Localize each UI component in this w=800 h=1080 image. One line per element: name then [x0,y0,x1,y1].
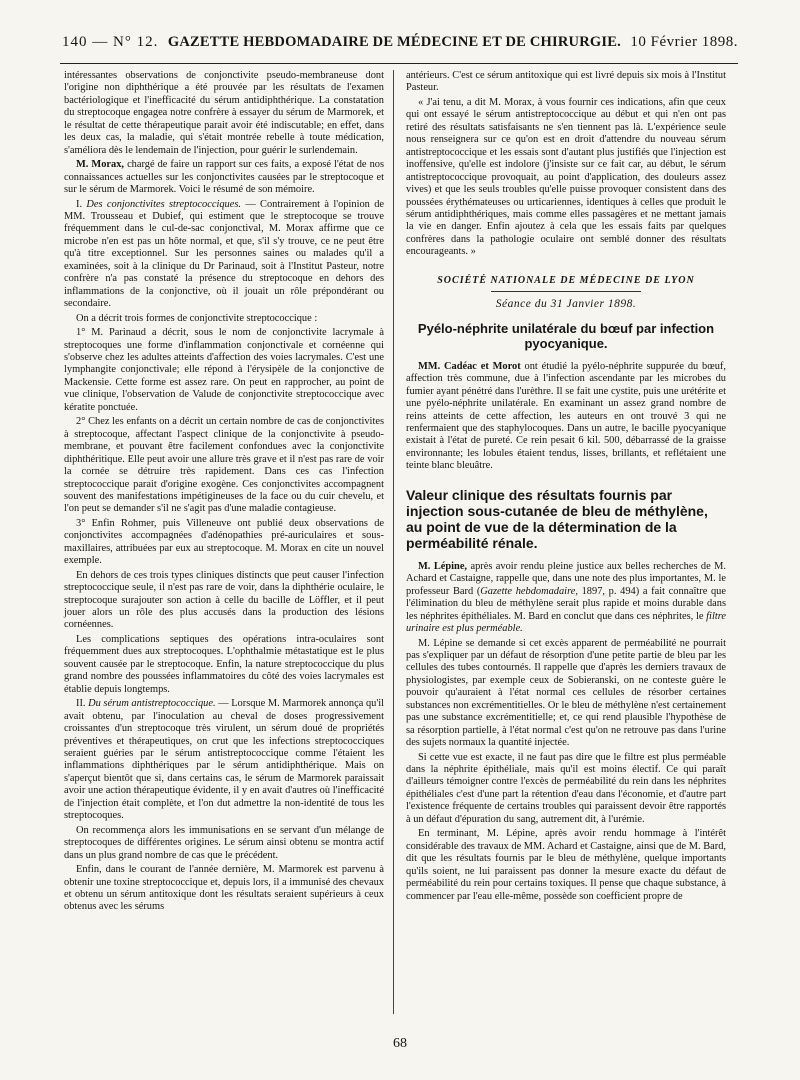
paragraph [64,199,384,311]
speaker-name: MM. Cadéac et Morot [418,360,521,372]
folio-number: 68 [393,1036,407,1051]
left-column [64,70,384,916]
emphasis: filtre urinaire est plus perméable. [406,610,726,635]
paragraph [64,698,384,823]
article-title: Valeur clinique des résultats fournis par injection sous-cutanée de bleu de méthylène, au point de vue de la détermination de la perméabilité rénale. [406,486,708,551]
paragraph: Enfin, dans le courant de l'année dernière, M. Marmorek est parvenu à obtenir une toxine streptococcique et, depuis lors, il a immunisé des chevaux et obtenu un sérum antitoxique dont les résultats seraient supérieurs à ceux obtenus avec les sérums [64,864,384,913]
column-divider [393,70,394,1014]
paragraph [64,159,384,196]
paragraph: 3° Enfin Rohmer, puis Villeneuve ont publié deux observations de conjonctivites accompagnées d'adénopathies pré-auriculaires et sous-maxillaires, attribuées par eux au streptocoque. M. Morax en cite un nouvel exemple. [64,517,384,567]
paragraph: Si cette vue est exacte, il ne faut pas dire que le filtre est plus perméable dans la néphrite épithéliale, mais qu'il est moins électif. Ce qui paraît d'ailleurs témoigner contre l'excès de perméabilité du rein dans les néphrites épithéliales c'est d'une part la rétention d'eau dans l'économie, et d'autre part l'existence fréquente de certains troubles qui paraissent devoir être rapportés à un défaut d'épuration du sang, autrement dit, à l'urémie. [406,751,726,825]
paragraph [406,561,726,636]
citation: Gazette hebdomadaire, [480,585,578,597]
paragraph-text: — Contrairement à l'opinion de MM. Trousseau et Dubief, qui estiment que le streptocoque se trouve fréquemment dans le cul-de-sac conjonctival, M. Morax affirme que ce microbe n'en est pas un hôte normal, et que, s'il s'y trouve, ce ne peut être qu'à titre exceptionnel. Sur les personnes saines ou malades qu'il a examinées, soit à la clinique du Dr Parinaud, soit à l'Institut Pasteur, notre confrère n'a pas constaté la présence du streptocoque en dehors des inflammations de la conjonctive, où il jouait un rôle prépondérant ou secondaire. [64,198,384,310]
paragraph [406,361,726,473]
paragraph-text: 1897, p. 494) a fait connaître que l'élimination du bleu de méthylène serait plus rapide et moins durable dans les néphrites épithéliales. M. Bard en conclut que dans ces néphrites, le [406,585,726,622]
speaker-name: M. Lépine, [418,560,468,572]
paragraph-text: — Lorsque M. Marmorek annonça qu'il avait obtenu, par l'inoculation au cheval de doses progressivement croissantes d'un streptocoque très virulent, un sérum doué de propriétés préventives et thérapeutiques, on crut que les infections streptococciques seraient guéries par le sérum antistreptococcique comme l'étaient les inflammations diphthériques par le sérum antidiphthérique. Mais on s'aperçut bientôt que si, dans certains cas, le sérum de Marmorek paraissait avoir une action thérapeutique évidente, il y en avait d'autres où l'inefficacité de l'injection était complète, et l'on dut admettre la non-identité de tous les streptocoques. [64,698,384,822]
article-title: Pyélo-néphrite unilatérale du bœuf par infection pyocyanique. [417,320,715,351]
header-rule [60,63,738,64]
session-date: Séance du 31 Janvier 1898. [495,298,637,311]
paragraph: En dehors de ces trois types cliniques distincts que peut causer l'infection streptococcique seule, il n'est pas rare de voir, dans la diphthérie oculaire, le streptocoque surajouter son action à celle du bacille de Löffler, et il peut jouer alors un rôle des plus accusés dans la production des lésions cornéennes. [64,569,384,631]
paragraph-text: après avoir rendu pleine justice aux belles recherches de M. Achard et Castaigne, rappelle que, dans une note des plus importantes, M. le professeur Bard ( [406,560,726,597]
section-number: I. [76,198,87,210]
society-heading: SOCIÉTÉ NATIONALE DE MÉDECINE DE LYON [437,274,695,286]
paragraph: 2° Chez les enfants on a décrit un certain nombre de cas de conjonctivites à streptocoque, affectant l'aspect clinique de la conjonctivite à pseudo-membrane, et pouvant être facilement confondues avec la conjonctivite diphthéritique. Elle peut avoir une allure très grave et il n'est pas rare de voir la cornée se détruire très rapidement. Dans ces cas l'infection streptococcique parait d'origine exogène. Ces conjonctivites accompagnent souvent des manifestations impétigineuses de la face ou du cuir chevelu, et l'on peut se demander s'il ne s'agit pas d'une maladie contagieuse. [64,416,384,515]
society-rule [491,291,641,292]
paragraph: antérieurs. C'est ce sérum antitoxique qui est livré depuis six mois à l'Institut Pasteur. [406,70,726,94]
section-heading: Des conjonctivites streptococciques. [86,198,241,210]
paragraph: On a décrit trois formes de conjonctivite streptococcique : [76,312,318,324]
journal-title: GAZETTE HEBDOMADAIRE DE MÉDECINE ET DE CHIRURGIE. [167,34,621,50]
paragraph-text: ont étudié la pyélo-néphrite suppurée du bœuf, affection très commune, due à l'infection ascendante par les microbes du fumier ayant pénétré dans l'urèthre. Il se fait une cystite, puis une urétérite et une pyélo-néphrite unilatérale. En examinant un assez grand nombre de reins atteints de cette affection, les auteurs en ont trouvé 3 qui ne renfermaient que des staphylocoques. Dans un autre, le bacille pyocyanique existait à l'état de pureté. Ce rein pesait 6 kil. 500, débarrassé de la graisse environnante; les lobules étaient tendus, lisses, brillants, et reflétaient une teinte blanc bleuâtre. [406,360,726,472]
page-number: 140 — N° 12. [62,34,159,50]
issue-date: 10 Février 1898. [630,34,738,50]
paragraph: M. Lépine se demande si cet excès apparent de perméabilité ne pourrait pas s'expliquer par un défaut de résorption d'une petite partie de bleu par les cellules des tubes contournés. Il rappelle que d'après les derniers travaux de physiologistes, par exemple ceux de Sobieranski, on ne conteste guère le pouvoir qu'auraient à l'état normal ces cellules de résorber certaines substances non excrémentitielles. Or le bleu de méthylène n'est certainement pas une substance excrémentitielle; et, ce qui rend plausible l'hypothèse de sa résorption partielle, à l'état normal c'est qu'on ne retrouve pas dans l'urine des sujets normaux la quantité injectée. [406,637,726,749]
paragraph: 1° M. Parinaud a décrit, sous le nom de conjonctivite lacrymale à streptocoques une forme d'inflammation conjonctivale et cornéenne qui s'observe chez les adultes atteints d'affection des voies lacrymales. C'est une lymphangite conjonctivale; elle répond à l'érysipèle de la conjonctive de Mackensie. Cette forme est assez rare. On peut en rapprocher, au point de vue clinique, l'observation de Valude de conjonctivite streptococcique avec kératite ponctuée. [64,327,384,413]
paragraph: « J'ai tenu, a dit M. Morax, à vous fournir ces indications, afin que ceux qui ont essayé le sérum antistreptococcique au début et qui n'en ont pas retiré des résultats satisfaisants ne s'en tiennent pas là. L'expérience seule nous renseignera sur ce qu'on est en droit d'attendre du nouveau sérum antistreptococcique et les essais sont d'autant plus justifiés que l'injection est inoffensive, qu'elle est indolore (j'insiste sur ce fait car, au début, le sérum antistreptococcique provoquait, au point d'application, des douleurs assez vives) et que les seuls troubles qu'elle puisse provoquer consistent dans des poussées érythémateuses ou urticariennes, identiques à celles que produit le sérum antidiphthériques, mais comme elles passagères et ne mettant jamais la vie en danger. Enfin ajoutez à cela que les essais faits par quelques confrères dans la pathologie oculaire ont semblé donner des résultats encourageants. » [406,96,726,258]
paragraph: En terminant, M. Lépine, après avoir rendu hommage à l'intérêt considérable des travaux de MM. Achard et Castaigne, ainsi que de M. Bard, dit que les résultats fournis par le bleu de méthylène, quelque importants qu'ils soient, ne lui paraissent pas donner la mesure exacte du défaut de perméabilité du rein pour certains toxiques. Il pense que chaque substance, à commencer par l'eau elle-même, possède son coefficient propre de [406,828,726,902]
paragraph: On recommença alors les immunisations en se servant d'un mélange de streptocoques de différentes origines. Le sérum ainsi obtenu se montra actif dans un plus grand nombre de cas que le précédent. [64,824,384,861]
speaker-name: M. Morax, [76,159,125,171]
section-heading: Du sérum antistreptococcique. [88,698,216,710]
paragraph: Les complications septiques des opérations intra-oculaires sont fréquemment dues aux streptocoques. L'ophthalmie métastatique est le plus souvent causée par le streptocoque. Enfin, la nature streptococcique du plus grand nombre des poussées inflammatoires du côté des voies lacrymales est établie depuis longtemps. [64,633,384,695]
running-header [62,34,738,60]
right-column [406,70,726,905]
section-number: II. [76,698,89,710]
paragraph: intéressantes observations de conjonctivite pseudo-membraneuse dont l'origine non diphthérique a été prouvée par les résultats de l'examen bactériologique et l'inefficacité du sérum antidiphthérique. La constatation du streptocoque engagea notre confrère à essayer du sérum de Marmorek, et le résultat de cette thérapeutique parait avoir été indiscutable; en effet, dans les deux cas, la maladie, qui s'était montrée rebelle à toute médication, s'améliora dès le lendemain de l'injection, pour guérir le surlendemain. [64,70,384,156]
paragraph-text: chargé de faire un rapport sur ces faits, a exposé l'état de nos connaissances actuelles sur les conjonctivites causées par le streptocoque et sur le sérum de Marmorek. Voici le résumé de son mémoire. [64,159,385,196]
